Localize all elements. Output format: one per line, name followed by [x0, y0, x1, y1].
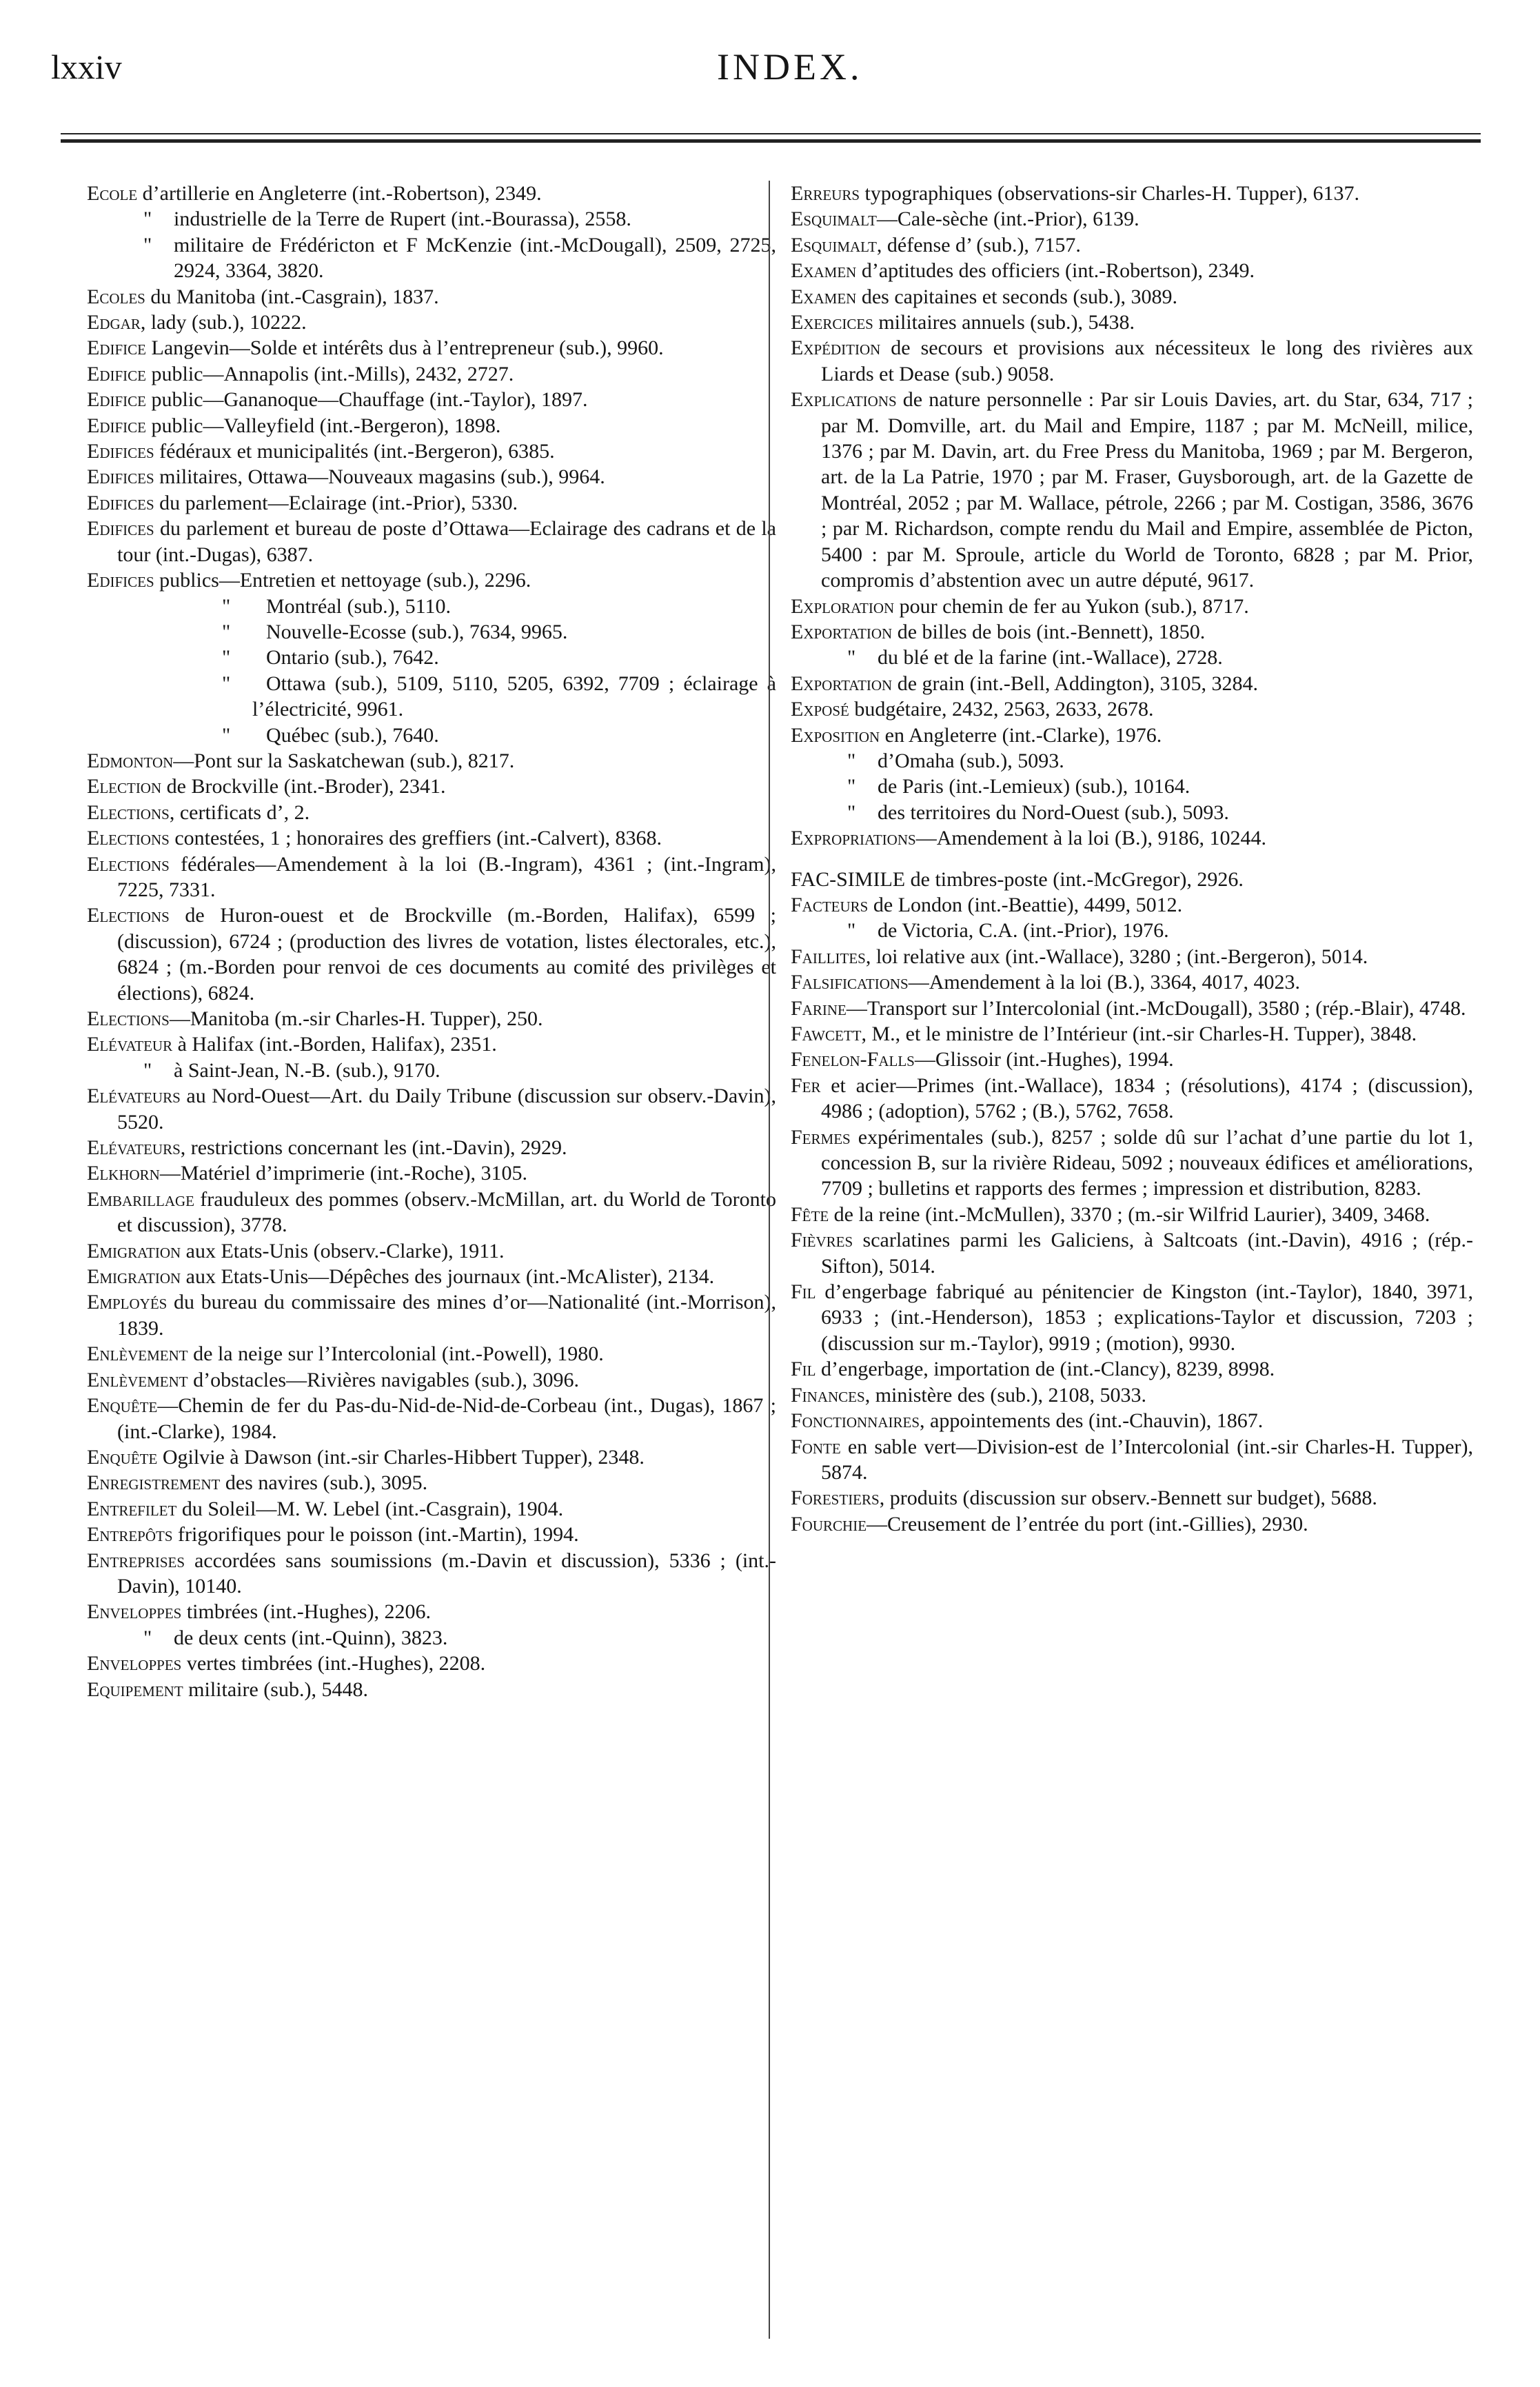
entry-text: des capitaines et seconds (sub.), 3089. — [856, 285, 1178, 308]
entry-heading: Employés — [87, 1291, 168, 1314]
index-entry — [791, 748, 1473, 774]
entry-heading: Esquimalt — [791, 233, 877, 256]
entry-text: de grain (int.-Bell, Addington), 3105, 3284. — [892, 672, 1258, 695]
entry-heading: Exportation — [791, 620, 893, 643]
entry-text: de secours et provisions aux nécessiteux le long des rivières aux Liards et Dease (sub.) 9058. — [821, 336, 1473, 385]
index-entry — [87, 1599, 776, 1624]
entry-heading: Fil — [791, 1358, 816, 1381]
entry-heading: Esquimalt — [791, 208, 877, 231]
index-entry — [87, 1264, 776, 1289]
entry-text: militaires, Ottawa—Nouveaux magasins (sub.), 9964. — [154, 465, 605, 489]
index-entry — [791, 1227, 1473, 1279]
entry-text: —Chemin de fer du Pas-du-Nid-de-Nid-de-Corbeau (int., Dugas), 1867 ; (int.-Clarke), 1984. — [117, 1394, 776, 1443]
entry-text: militaire de Frédéricton et F McKenzie (int.-McDougall), 2509, 2725, 2924, 3364, 3820. — [174, 233, 776, 283]
header-rule-thick — [61, 139, 1481, 143]
index-entry — [791, 387, 1473, 593]
entry-heading: Fourchie — [791, 1512, 867, 1535]
entry-text: fédérales—Amendement à la loi (B.-Ingram), 4361 ; (int.-Ingram), 7225, 7331. — [117, 852, 776, 901]
entry-heading: Entrepôts — [87, 1523, 173, 1547]
index-entry — [791, 969, 1473, 995]
entry-text: scarlatines parmi les Galiciens, à Saltcoats (int.-Davin), 4916 ; (rép.-Sifton), 5014. — [821, 1229, 1473, 1278]
entry-heading: Examen — [791, 285, 857, 308]
index-entry — [791, 258, 1473, 283]
index-entry — [791, 181, 1473, 206]
entry-text: de la neige sur l’Intercolonial (int.-Powell), 1980. — [188, 1342, 604, 1366]
entry-heading: Elections — [87, 852, 170, 876]
entry-text: pour chemin de fer au Yukon (sub.), 8717. — [894, 594, 1249, 618]
entry-text: , restrictions concernant les (int.-Davin), 2929. — [180, 1136, 567, 1160]
index-entry — [87, 439, 776, 464]
entry-text: , lady (sub.), 10222. — [140, 311, 307, 334]
entry-heading: Expropriations — [791, 827, 916, 850]
entry-text: —Transport sur l’Intercolonial (int.-McDougall), 3580 ; (rép.-Blair), 4748. — [846, 996, 1466, 1020]
index-entry — [87, 413, 776, 439]
entry-heading: Fer — [791, 1074, 821, 1097]
index-entry — [791, 619, 1473, 645]
ditto-mark: " — [847, 775, 856, 798]
ditto-mark: " — [222, 646, 231, 669]
index-entry — [87, 490, 776, 516]
entry-heading: Edifices — [87, 569, 154, 592]
entry-text: —Pont sur la Saskatchewan (sub.), 8217. — [173, 749, 515, 772]
index-entry — [87, 1187, 776, 1238]
index-entry — [791, 825, 1473, 851]
entry-heading: Edifice — [87, 414, 146, 437]
entry-heading: Faillites — [791, 945, 866, 968]
entry-text: de la reine (int.-McMullen), 3370 ; (m.-sir Wilfrid Laurier), 3409, 3468. — [829, 1202, 1430, 1226]
index-entry — [87, 1522, 776, 1547]
entry-text: fédéraux et municipalités (int.-Bergeron), 6385. — [154, 440, 555, 463]
ditto-mark: " — [222, 594, 231, 618]
entry-heading: Enlèvement — [87, 1368, 188, 1391]
entry-text: de Victoria, C.A. (int.-Prior), 1976. — [878, 919, 1169, 943]
index-entry — [87, 387, 776, 412]
entry-heading: Election — [87, 775, 162, 798]
ditto-mark: " — [143, 1626, 152, 1649]
index-entry — [87, 1677, 776, 1702]
index-entry — [87, 516, 776, 567]
entry-heading: Explications — [791, 388, 897, 412]
ditto-mark: " — [222, 620, 231, 643]
entry-text: de Brockville (int.-Broder), 2341. — [161, 775, 446, 798]
entry-text: d’engerbage, importation de (int.-Clancy), 8239, 8998. — [815, 1358, 1275, 1381]
index-entry — [87, 464, 776, 490]
entry-text: du parlement et bureau de poste d’Ottawa—Eclairage des cadrans et de la tour (int.-Dugas), 6387. — [117, 517, 776, 566]
entry-heading: Edifice — [87, 336, 146, 360]
index-entry — [87, 1341, 776, 1367]
entry-text: du parlement—Eclairage (int.-Prior), 5330. — [154, 491, 518, 514]
entry-heading: Elévateurs — [87, 1136, 181, 1160]
entry-heading: Entrefilet — [87, 1497, 177, 1520]
entry-text: d’engerbage fabriqué au pénitencier de Kingston (int.-Taylor), 1840, 3971, 6933 ; (int.-Henderson), 1853 ; explications-Taylor et discussion, 7203 ; (discussion sur m.-Taylor), 9919 ; (motion), 9930. — [815, 1280, 1473, 1355]
entry-heading: Fonctionnaires — [791, 1409, 920, 1433]
entry-heading: Exposition — [791, 723, 880, 747]
entry-heading: Exportation — [791, 672, 893, 695]
ditto-mark: " — [143, 233, 152, 256]
ditto-mark: " — [143, 1058, 152, 1082]
index-entry — [791, 892, 1473, 918]
entry-heading: Fermes — [791, 1125, 851, 1149]
entry-heading: Elections — [87, 1007, 170, 1030]
index-entry — [87, 1625, 776, 1651]
entry-text: contestées, 1 ; honoraires des greffiers (int.-Calvert), 8368. — [169, 827, 662, 850]
left-column — [87, 181, 776, 1702]
entry-text: d’artillerie en Angleterre (int.-Robertson), 2349. — [137, 182, 542, 205]
entry-text: en Angleterre (int.-Clarke), 1976. — [880, 723, 1162, 747]
entry-heading: Fièvres — [791, 1229, 853, 1252]
index-entry — [87, 748, 776, 774]
entry-heading: Edifice — [87, 362, 146, 385]
page-number: lxxiv — [51, 48, 122, 86]
entry-text: —Manitoba (m.-sir Charles-H. Tupper), 250. — [169, 1007, 543, 1030]
entry-text: timbrées (int.-Hughes), 2206. — [181, 1600, 431, 1624]
entry-text: du Manitoba (int.-Casgrain), 1837. — [145, 285, 439, 308]
index-entry — [791, 1202, 1473, 1227]
entry-heading: Enveloppes — [87, 1652, 182, 1675]
entry-heading: Enregistrement — [87, 1471, 221, 1495]
entry-text: frauduleux des pommes (observ.-McMillan, art. du World de Toronto et discussion), 3778. — [117, 1187, 776, 1237]
entry-heading: Enquête — [87, 1445, 158, 1469]
ditto-mark: " — [143, 208, 152, 231]
entry-text: expérimentales (sub.), 8257 ; solde dû sur l’achat d’une partie du lot 1, concession B, sur la rivière Rideau, 5092 ; nouveaux édifices et améliorations, 7709 ; bulletins et rapports des fermes ; impression et distribution, 8283. — [821, 1125, 1473, 1200]
index-entry — [791, 723, 1473, 748]
index-entry — [791, 1485, 1473, 1511]
entry-text: du blé et de la farine (int.-Wallace), 2728. — [878, 646, 1223, 669]
index-entry — [87, 1031, 776, 1057]
index-entry — [87, 1393, 776, 1444]
entry-heading: Edmonton — [87, 749, 174, 772]
index-entry — [87, 671, 776, 723]
entry-text: à Halifax (int.-Borden, Halifax), 2351. — [172, 1033, 497, 1056]
entry-text: , appointements des (int.-Chauvin), 1867. — [920, 1409, 1264, 1433]
index-entry — [87, 361, 776, 387]
entry-text: de billes de bois (int.-Bennett), 1850. — [892, 620, 1206, 643]
entry-text: —Glissoir (int.-Hughes), 1994. — [914, 1048, 1174, 1071]
index-entry — [87, 723, 776, 748]
page-title: INDEX. — [717, 46, 863, 88]
index-entry — [87, 1135, 776, 1160]
index-entry — [791, 696, 1473, 722]
entry-heading: Finances — [791, 1383, 865, 1407]
entry-heading: Elections — [87, 904, 170, 927]
entry-heading: Embarillage — [87, 1187, 194, 1211]
column-divider — [769, 181, 770, 2339]
index-entry — [87, 1470, 776, 1495]
entry-text: Ogilvie à Dawson (int.-sir Charles-Hibbert Tupper), 2348. — [157, 1445, 645, 1469]
index-entry — [87, 310, 776, 335]
entry-heading: Edifices — [87, 517, 154, 541]
index-entry — [87, 1160, 776, 1186]
entry-text: Ontario (sub.), 7642. — [266, 646, 439, 669]
entry-text: et acier—Primes (int.-Wallace), 1834 ; (résolutions), 4174 ; (discussion), 4986 ; (adoption), 5762 ; (B.), 5762, 7658. — [820, 1074, 1473, 1123]
entry-heading: Enquête — [87, 1394, 158, 1418]
entry-heading: Edifices — [87, 465, 154, 489]
entry-heading: Enveloppes — [87, 1600, 182, 1624]
index-entry — [87, 774, 776, 799]
entry-text: du Soleil—M. W. Lebel (int.-Casgrain), 1904. — [176, 1497, 564, 1520]
index-entry — [87, 1289, 776, 1341]
entry-text: en sable vert—Division-est de l’Intercolonial (int.-sir Charles-H. Tupper), 5874. — [821, 1435, 1473, 1484]
index-entry — [87, 1006, 776, 1031]
entry-heading: Fenelon-Falls — [791, 1048, 915, 1071]
index-entry — [87, 1083, 776, 1135]
entry-text: au Nord-Ouest—Art. du Daily Tribune (discussion sur observ.-Davin), 5520. — [117, 1085, 776, 1134]
entry-heading: Exploration — [791, 594, 895, 618]
index-entry — [87, 594, 776, 619]
entry-heading: Forestiers — [791, 1487, 880, 1510]
index-entry — [791, 1408, 1473, 1433]
entry-text: du bureau du commissaire des mines d’or—Nationalité (int.-Morrison), 1839. — [117, 1291, 776, 1340]
entry-text: public—Annapolis (int.-Mills), 2432, 2727. — [146, 362, 514, 385]
ditto-mark: " — [222, 723, 231, 747]
entry-text: Québec (sub.), 7640. — [266, 723, 439, 747]
entry-text: —Creusement de l’entrée du port (int.-Gillies), 2930. — [867, 1512, 1308, 1535]
entry-heading: Emigration — [87, 1239, 181, 1262]
index-entry — [87, 619, 776, 645]
index-entry — [791, 594, 1473, 619]
index-entry — [791, 671, 1473, 696]
entry-text: d’obstacles—Rivières navigables (sub.), 3096. — [188, 1368, 580, 1391]
index-entry — [87, 567, 776, 593]
entry-heading: Edgar — [87, 311, 141, 334]
entry-text: industrielle de la Terre de Rupert (int.-Bourassa), 2558. — [174, 208, 631, 231]
entry-text: —Amendement à la loi (B.), 3364, 4017, 4023. — [908, 971, 1300, 994]
entry-heading: Edifices — [87, 491, 154, 514]
index-entry — [791, 284, 1473, 310]
ditto-mark: " — [847, 919, 856, 943]
entry-heading: Enlèvement — [87, 1342, 188, 1366]
index-entry — [791, 1356, 1473, 1382]
entry-heading: Exposé — [791, 698, 849, 721]
index-entry — [791, 1125, 1473, 1202]
entry-text: , ministère des (sub.), 2108, 5033. — [864, 1383, 1146, 1407]
entry-heading: Elévateur — [87, 1033, 173, 1056]
entry-text: Ottawa (sub.), 5109, 5110, 5205, 6392, 7709 ; éclairage à l’électricité, 9961. — [252, 672, 776, 721]
entry-text: aux Etats-Unis—Dépêches des journaux (int.-McAlister), 2134. — [181, 1265, 715, 1289]
ditto-mark: " — [847, 800, 856, 824]
entry-heading: Edifice — [87, 388, 146, 412]
entry-text: —Matériel d’imprimerie (int.-Roche), 3105. — [159, 1162, 528, 1185]
header-rule-thin — [61, 133, 1481, 134]
entry-text: publics—Entretien et nettoyage (sub.), 2296. — [154, 569, 531, 592]
index-entry — [87, 852, 776, 903]
entry-heading: Erreurs — [791, 182, 860, 205]
entry-heading: Fil — [791, 1280, 816, 1304]
entry-heading: Elections — [87, 800, 170, 824]
index-entry — [791, 1382, 1473, 1408]
entry-text: d’Omaha (sub.), 5093. — [878, 749, 1064, 772]
entry-heading: FAC-SIMILE — [791, 867, 906, 891]
index-entry — [87, 825, 776, 851]
index-entry — [791, 944, 1473, 969]
entry-heading: Emigration — [87, 1265, 181, 1289]
entry-text: budgétaire, 2432, 2563, 2633, 2678. — [849, 698, 1154, 721]
entry-text: de Huron-ouest et de Brockville (m.-Borden, Halifax), 6599 ; (discussion), 6724 ; (production des livres de votation, listes électorales, etc.), 6824 ; (m.-Borden pour renvoi de ces documents au comité des privilèges et élections), 6824. — [117, 904, 776, 1005]
entry-heading: Fawcett — [791, 1023, 862, 1045]
index-entry — [87, 1444, 776, 1470]
entry-text: public—Valleyfield (int.-Bergeron), 1898. — [146, 414, 501, 437]
entry-heading: Ecole — [87, 182, 138, 205]
entry-heading: Examen — [791, 259, 857, 283]
entry-text: militaires annuels (sub.), 5438. — [873, 311, 1135, 334]
entry-heading: Edifices — [87, 440, 154, 463]
entry-heading: Farine — [791, 996, 847, 1020]
entry-heading: Elévateurs — [87, 1085, 181, 1108]
index-entry — [791, 645, 1473, 670]
index-entry — [791, 1279, 1473, 1356]
entry-text: aux Etats-Unis (observ.-Clarke), 1911. — [181, 1239, 505, 1262]
entry-text: frigorifiques pour le poisson (int.-Martin), 1994. — [172, 1523, 579, 1547]
index-entry — [791, 996, 1473, 1021]
entry-text: typographiques (observations-sir Charles-H. Tupper), 6137. — [860, 182, 1359, 205]
index-entry — [791, 918, 1473, 943]
entry-text: d’aptitudes des officiers (int.-Robertson), 2349. — [856, 259, 1255, 283]
entry-text: accordées sans soumissions (m.-Davin et discussion), 5336 ; (int.-Davin), 10140. — [117, 1549, 776, 1598]
entry-text: vertes timbrées (int.-Hughes), 2208. — [181, 1652, 486, 1675]
index-entry — [87, 206, 776, 232]
entry-text: —Amendement à la loi (B.), 9186, 10244. — [915, 827, 1266, 850]
index-entry — [791, 1047, 1473, 1072]
index-entry — [791, 867, 1473, 892]
index-entry — [87, 232, 776, 284]
entry-text: de London (int.-Beattie), 4499, 5012. — [868, 893, 1183, 916]
entry-heading: Elections — [87, 827, 170, 850]
index-entry — [791, 1434, 1473, 1486]
entry-text: de Paris (int.-Lemieux) (sub.), 10164. — [878, 775, 1191, 798]
right-column — [791, 181, 1473, 1537]
ditto-mark: " — [847, 646, 856, 669]
entry-heading: Equipement — [87, 1678, 183, 1701]
entry-text: , défense d’ (sub.), 7157. — [876, 233, 1081, 256]
index-entry — [791, 310, 1473, 335]
index-entry — [87, 1367, 776, 1393]
entry-text: Nouvelle-Ecosse (sub.), 7634, 9965. — [266, 620, 568, 643]
entry-text: , loi relative aux (int.-Wallace), 3280 ; (int.-Bergeron), 5014. — [865, 945, 1368, 968]
index-entry — [791, 1073, 1473, 1125]
index-entry — [87, 1651, 776, 1676]
entry-heading: Fête — [791, 1202, 829, 1226]
index-entry — [87, 181, 776, 206]
index-entry — [791, 1511, 1473, 1537]
index-entry — [791, 232, 1473, 258]
entry-heading: Fonte — [791, 1435, 841, 1458]
index-entry — [87, 1496, 776, 1522]
entry-text: de deux cents (int.-Quinn), 3823. — [174, 1626, 448, 1649]
index-entry — [87, 1058, 776, 1083]
entry-heading: Expédition — [791, 336, 881, 360]
ditto-mark: " — [222, 672, 231, 695]
entry-text: des territoires du Nord-Ouest (sub.), 5093. — [878, 800, 1229, 824]
index-entry — [791, 206, 1473, 232]
index-entry — [87, 284, 776, 310]
index-entry — [87, 903, 776, 1006]
entry-heading: Elkhorn — [87, 1162, 160, 1185]
entry-text: public—Gananoque—Chauffage (int.-Taylor), 1897. — [146, 388, 588, 412]
entry-heading: Facteurs — [791, 893, 869, 916]
index-entry — [791, 1021, 1473, 1047]
entry-heading: Entreprises — [87, 1549, 185, 1572]
index-entry — [791, 774, 1473, 799]
index-entry — [87, 1548, 776, 1600]
entry-text: , certificats d’, 2. — [169, 800, 310, 824]
ditto-mark: " — [847, 749, 856, 772]
index-entry — [87, 335, 776, 361]
entry-text: —Cale-sèche (int.-Prior), 6139. — [876, 208, 1139, 231]
entry-heading: Ecoles — [87, 285, 145, 308]
entry-text: militaire (sub.), 5448. — [183, 1678, 368, 1701]
entry-text: , produits (discussion sur observ.-Bennett sur budget), 5688. — [879, 1487, 1377, 1510]
entry-heading: Exercices — [791, 311, 873, 334]
entry-text: Langevin—Solde et intérêts dus à l’entrepreneur (sub.), 9960. — [146, 336, 664, 360]
index-entry — [791, 800, 1473, 825]
entry-heading: Falsifications — [791, 971, 909, 994]
entry-text: de nature personnelle : Par sir Louis Davies, art. du Star, 634, 717 ; par M. Domville, art. du Mail and Empire, 1187 ; par M. McNeill, milice, 1376 ; par M. Davin, art. du Free Press du Manitoba, 1969 ; par M. Bergeron, art. de la La Patrie, 1970 ; par M. Fraser, Guysborough, art. de la Gazette de Montréal, 2052 ; par M. Wallace, pétrole, 2266 ; par M. Costigan, 3586, 3676 ; par M. Richardson, compte rendu du Mail and Empire, assemblée de Picton, 5400 : par M. Sproule, article du World de Toronto, 6828 ; par M. Prior, compromis d’abstention avec un autre député, 9617. — [821, 388, 1473, 592]
entry-text: Montréal (sub.), 5110. — [266, 594, 452, 618]
entry-text: des navires (sub.), 3095. — [220, 1471, 428, 1495]
index-entry — [791, 335, 1473, 387]
index-entry — [87, 800, 776, 825]
index-entry — [87, 645, 776, 670]
index-entry — [87, 1238, 776, 1264]
entry-text: , M., et le ministre de l’Intérieur (int.-sir Charles-H. Tupper), 3848. — [861, 1023, 1417, 1045]
entry-text: de timbres-poste (int.-McGregor), 2926. — [905, 867, 1244, 891]
entry-text: à Saint-Jean, N.-B. (sub.), 9170. — [174, 1058, 440, 1082]
